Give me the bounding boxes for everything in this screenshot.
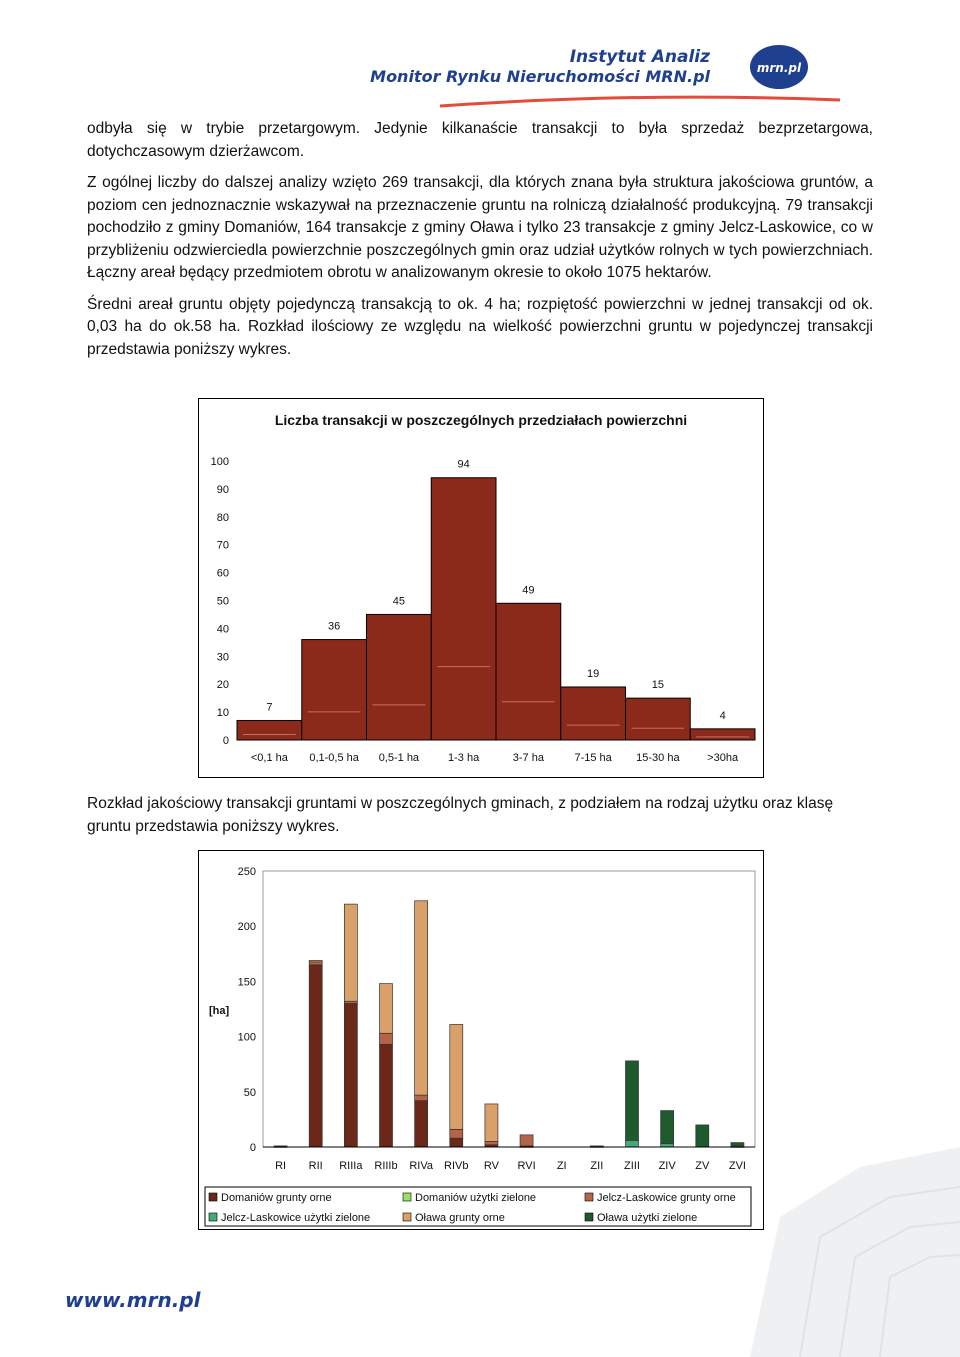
- x2-tick-label-3: RIIIb: [374, 1160, 398, 1172]
- y-tick-label-5: 50: [216, 595, 229, 608]
- paragraph-1: odbyła się w trybie przetargowym. Jedynie kilkanaście transakcji to była sprzedaż bezprzetargowa, dotychczasowym dzierżawcom.: [87, 120, 873, 160]
- data-label-1: 36: [328, 620, 341, 633]
- bar-5: [561, 687, 626, 740]
- segment-5-2: [450, 1129, 463, 1138]
- segment-11-5: [661, 1111, 674, 1144]
- x-tick-label-1: 0,1-0,5 ha: [309, 752, 359, 764]
- segment-6-2: [485, 1141, 498, 1144]
- legend: [205, 1187, 751, 1226]
- chart-1-title: Liczba transakcji w poszczególnych przedziałach powierzchni: [274, 412, 688, 428]
- header-brand-text: [370, 48, 710, 86]
- legend-label-4: Oława grunty orne: [415, 1212, 505, 1224]
- x-tick-label-4: 3-7 ha: [512, 752, 544, 764]
- bar-4: [496, 603, 561, 740]
- y2-tick-label-0: 0: [249, 1142, 256, 1154]
- data-label-2: 45: [392, 595, 405, 608]
- data-label-3: 94: [457, 458, 470, 471]
- legend-swatch-2: [585, 1193, 593, 1201]
- header-line-1: Instytut Analiz: [569, 47, 710, 67]
- x2-tick-label-7: RVI: [517, 1160, 536, 1172]
- segment-2-0: [344, 1003, 357, 1147]
- y-tick-label-1: 10: [216, 707, 229, 720]
- segment-3-4: [380, 984, 393, 1034]
- y-tick-label-8: 80: [216, 511, 229, 524]
- y-tick-label-3: 30: [216, 651, 229, 664]
- x2-tick-label-9: ZII: [590, 1160, 604, 1172]
- y2-tick-label-4: 200: [237, 921, 256, 934]
- bar-0: [237, 720, 302, 740]
- bar-6: [626, 698, 691, 740]
- y-tick-label-9: 90: [216, 483, 229, 496]
- segment-4-4: [415, 901, 428, 1095]
- chart-land-quality-svg: [199, 851, 763, 1229]
- y-tick-label-7: 70: [216, 539, 229, 552]
- segment-10-3: [626, 1140, 639, 1147]
- segment-4-2: [415, 1095, 428, 1101]
- x2-tick-label-0: RI: [275, 1160, 287, 1172]
- plot-area: [263, 871, 755, 1147]
- x2-tick-label-8: ZI: [556, 1160, 567, 1172]
- legend-label-0: Domaniów grunty orne: [221, 1192, 332, 1204]
- page-header: [370, 40, 840, 100]
- y2-tick-label-3: 150: [237, 976, 256, 989]
- x2-tick-label-5: RIVb: [444, 1160, 469, 1172]
- x2-tick-label-11: ZIV: [658, 1160, 676, 1172]
- x2-tick-label-13: ZVI: [728, 1160, 746, 1172]
- segment-4-0: [415, 1101, 428, 1147]
- body-text: [87, 118, 873, 370]
- segment-3-2: [380, 1033, 393, 1044]
- segment-3-0: [380, 1044, 393, 1147]
- paragraph-3: Średni areał gruntu objęty pojedynczą transakcją to ok. 4 ha; rozpiętość powierzchni w jednej transakcji od ok. 0,03 ha do ok.58 ha. Rozkład ilościowy ze względu na wielkość powierzchni gruntu w pojedynczej transakcji przedstawia poniższy wykres.: [87, 295, 873, 358]
- bar-1: [302, 640, 367, 740]
- caption-chart-2: Rozkład jakościowy transakcji gruntami w poszczególnych gminach, z podziałem na rodzaj użytku oraz klasę gruntu przedstawia poniższy wykres.: [87, 795, 834, 835]
- segment-12-5: [696, 1125, 709, 1147]
- legend-swatch-5: [585, 1213, 593, 1221]
- y-tick-label-6: 60: [216, 567, 229, 580]
- segment-7-2: [520, 1135, 533, 1146]
- x-tick-label-2: 0,5-1 ha: [378, 752, 420, 764]
- y2-tick-label-5: 250: [237, 866, 256, 878]
- data-label-0: 7: [266, 701, 273, 714]
- logo-text: mrn.pl: [756, 61, 802, 75]
- data-label-5: 19: [587, 667, 600, 680]
- segment-1-0: [309, 965, 322, 1147]
- y2-tick-label-2: 100: [237, 1031, 256, 1044]
- data-label-6: 15: [651, 679, 664, 692]
- x2-tick-label-12: ZV: [695, 1160, 710, 1172]
- header-line-2: Monitor Rynku Nieruchomości MRN.pl: [370, 67, 710, 86]
- segment-2-4: [344, 904, 357, 1001]
- segment-6-4: [485, 1104, 498, 1142]
- legend-label-3: Jelcz-Laskowice użytki zielone: [221, 1212, 371, 1224]
- x2-tick-label-2: RIIIa: [339, 1160, 363, 1172]
- legend-swatch-1: [403, 1193, 411, 1201]
- x-tick-label-5: 7-15 ha: [574, 752, 612, 764]
- x-tick-label-6: 15-30 ha: [636, 752, 680, 764]
- bar-3: [431, 478, 496, 740]
- x-tick-label-0: <0,1 ha: [250, 752, 288, 764]
- y2-tick-label-1: 50: [243, 1086, 256, 1099]
- legend-label-5: Oława użytki zielone: [597, 1212, 698, 1224]
- segment-10-5: [626, 1061, 639, 1140]
- x-tick-label-7: >30ha: [707, 752, 739, 764]
- mrn-logo-icon: [748, 40, 810, 90]
- segment-5-4: [450, 1024, 463, 1129]
- paragraph-2: Z ogólnej liczby do dalszej analizy wzięto 269 transakcji, dla których znana była struktura jakościowa gruntów, a poziom cen jednoznacznie wskazywał na przeznaczenie gruntu na rolniczą działalność produkcyjną. 79 transakcji pochodziło z gminy Domaniów, 164 transakcje z gminy Oława i tylko 23 transakcje z gminy Jelcz-Laskowice, co w przybliżeniu odzwierciedla powierzchnie poszczególnych gmin oraz udział użytków rolnych w tych powierzchniach. Łączny areał będący przedmiotem obrotu w analizowanym okresie to około 1075 hektarów.: [87, 174, 873, 281]
- y-tick-label-4: 40: [216, 623, 229, 636]
- legend-swatch-0: [209, 1193, 217, 1201]
- building-watermark-icon: [710, 1127, 960, 1357]
- segment-5-0: [450, 1138, 463, 1147]
- legend-swatch-3: [209, 1213, 217, 1221]
- x-tick-label-3: 1-3 ha: [448, 752, 480, 764]
- legend-swatch-4: [403, 1213, 411, 1221]
- footer-url[interactable]: www.mrn.pl: [65, 1288, 201, 1312]
- x2-tick-label-6: RV: [483, 1160, 499, 1172]
- y-tick-label-0: 0: [222, 735, 229, 747]
- x2-tick-label-4: RIVa: [409, 1160, 433, 1172]
- data-label-7: 4: [719, 709, 726, 722]
- y-tick-label-10: 100: [210, 456, 229, 468]
- chart-transaction-count: [198, 398, 764, 778]
- x2-tick-label-1: RII: [308, 1160, 323, 1172]
- bar-2: [367, 614, 432, 740]
- y2-axis-label: [ha]: [209, 1005, 230, 1017]
- segment-1-4: [309, 960, 322, 962]
- legend-label-2: Jelcz-Laskowice grunty orne: [597, 1192, 736, 1204]
- header-swoosh-icon: [440, 94, 840, 108]
- legend-label-1: Domaniów użytki zielone: [415, 1192, 537, 1204]
- x2-tick-label-10: ZIII: [624, 1160, 640, 1172]
- data-label-4: 49: [522, 584, 535, 597]
- chart-land-quality: [198, 850, 764, 1230]
- chart-transaction-count-svg: [199, 399, 763, 777]
- bar-7: [690, 729, 755, 740]
- y-tick-label-2: 20: [216, 679, 229, 692]
